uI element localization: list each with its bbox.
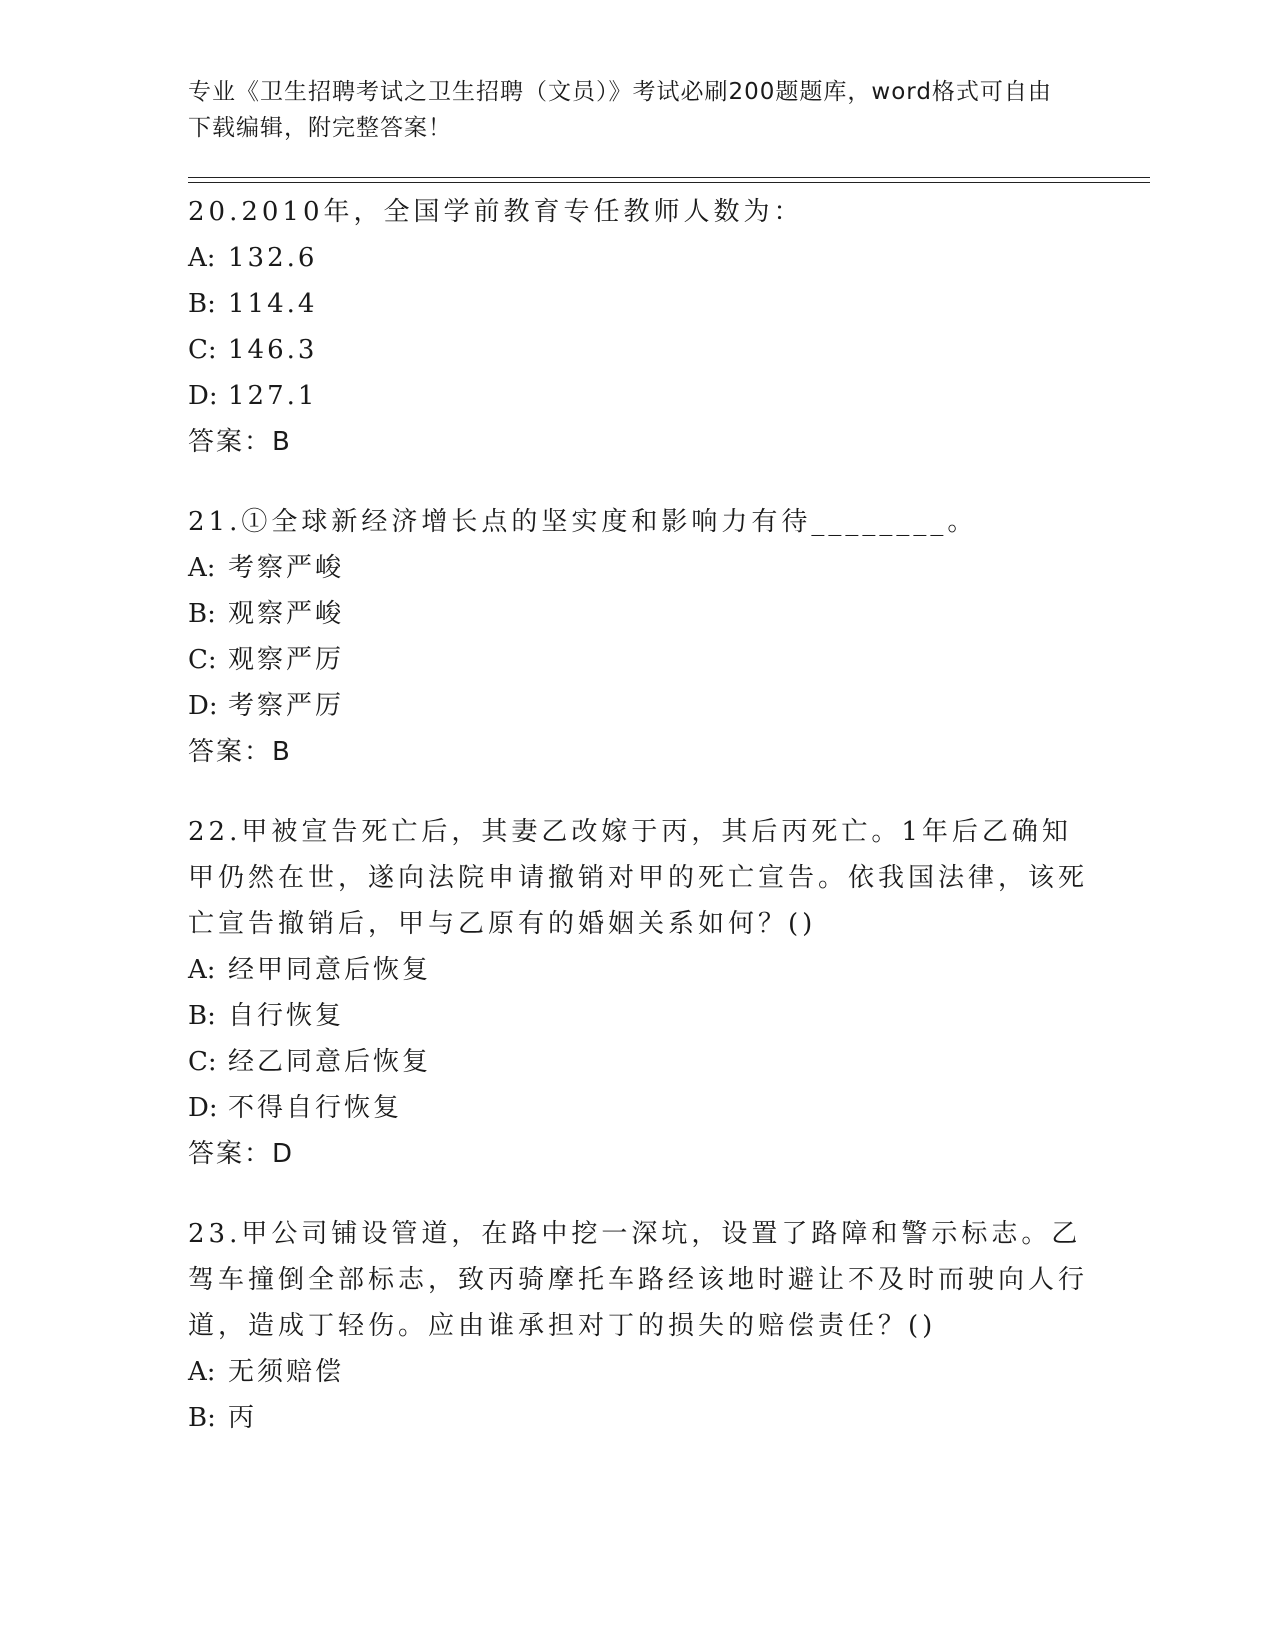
option-b: [188, 1395, 1088, 1441]
option-a: [188, 1349, 1088, 1395]
question-text: 23.甲公司铺设管道，在路中挖一深坑，设置了路障和警示标志。乙驾车撞倒全部标志，致丙骑摩托车路经该地时避让不及时而驶向人行道，造成丁轻伤。应由谁承担对丁的损失的赔偿责任？(): [188, 1219, 1089, 1341]
option-key: B:: [188, 1403, 216, 1433]
option-c: [188, 637, 1088, 683]
option-text: 无须赔偿: [228, 1357, 345, 1387]
option-key: A:: [188, 553, 216, 583]
option-text: 132.6: [228, 243, 318, 273]
option-b: [188, 993, 1088, 1039]
question-text: 20.2010年，全国学前教育专任教师人数为：: [188, 197, 804, 227]
option-b: [188, 591, 1088, 637]
option-c: [188, 327, 1088, 373]
option-c: [188, 1039, 1088, 1085]
option-text: 经甲同意后恢复: [228, 955, 432, 985]
answer-line: 答案：B: [188, 737, 292, 767]
option-b: [188, 281, 1088, 327]
option-a: [188, 947, 1088, 993]
option-text: 经乙同意后恢复: [228, 1047, 432, 1077]
option-key: C:: [188, 335, 217, 365]
question-text: 22.甲被宣告死亡后，其妻乙改嫁于丙，其后丙死亡。1年后乙确知甲仍然在世，遂向法院申请撤销对甲的死亡宣告。依我国法律，该死亡宣告撤销后，甲与乙原有的婚姻关系如何？(): [188, 817, 1089, 939]
header-rule-bottom: [188, 182, 1150, 183]
document-header: 专业《卫生招聘考试之卫生招聘（文员）》考试必刷200题题库，word格式可自由下载编辑，附完整答案！: [188, 79, 1052, 141]
option-key: A:: [188, 955, 216, 985]
option-key: A:: [188, 243, 216, 273]
answer-line: 答案：D: [188, 1139, 295, 1169]
option-text: 观察严峻: [228, 599, 345, 629]
question-22: [188, 809, 1088, 1177]
option-a: [188, 235, 1088, 281]
option-text: 127.1: [228, 381, 318, 411]
question-21: [188, 499, 1088, 775]
question-list: [188, 189, 1088, 1475]
option-text: 考察严厉: [228, 691, 345, 721]
option-text: 考察严峻: [228, 553, 345, 583]
option-key: D:: [188, 381, 218, 411]
answer-line: 答案：B: [188, 427, 292, 457]
option-key: B:: [188, 1001, 216, 1031]
option-text: 114.4: [228, 289, 318, 319]
option-text: 自行恢复: [228, 1001, 345, 1031]
option-text: 不得自行恢复: [228, 1093, 403, 1123]
option-text: 观察严厉: [228, 645, 345, 675]
option-text: 146.3: [228, 335, 318, 365]
question-text: 21.①全球新经济增长点的坚实度和影响力有待________。: [188, 507, 978, 537]
option-d: [188, 1085, 1088, 1131]
option-a: [188, 545, 1088, 591]
option-d: [188, 683, 1088, 729]
option-key: A:: [188, 1357, 216, 1387]
question-23: [188, 1211, 1088, 1441]
option-key: C:: [188, 1047, 217, 1077]
option-key: B:: [188, 289, 216, 319]
option-key: D:: [188, 691, 218, 721]
option-key: C:: [188, 645, 217, 675]
option-d: [188, 373, 1088, 419]
question-20: [188, 189, 1088, 465]
option-text: 丙: [228, 1403, 258, 1433]
option-key: B:: [188, 599, 216, 629]
option-key: D:: [188, 1093, 218, 1123]
header-rule-top: [188, 177, 1150, 178]
